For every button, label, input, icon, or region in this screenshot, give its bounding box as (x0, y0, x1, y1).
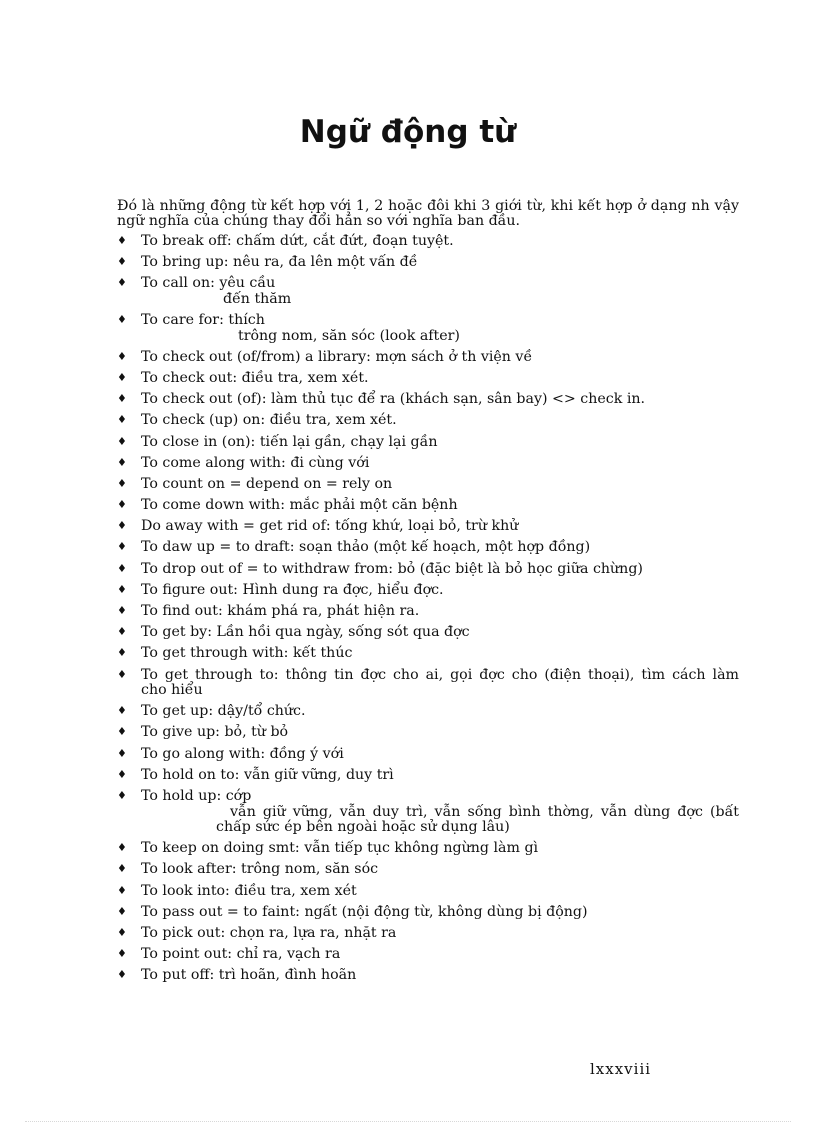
diamond-bullet-icon: ♦ (117, 540, 127, 554)
list-item: ♦ To come along with: đi cùng với (117, 454, 370, 471)
list-item: ♦ To look after: trông nom, săn sóc (117, 861, 379, 878)
diamond-bullet-icon: ♦ (117, 604, 127, 617)
diamond-bullet-icon: ♦ (117, 392, 127, 406)
list-item: ♦ To get up: dậy/tổ chức. (117, 703, 306, 720)
list-item: ♦ To go along with: đồng ý với (117, 745, 344, 762)
diamond-bullet-icon: ♦ (117, 413, 127, 427)
diamond-bullet-icon: ♦ (117, 862, 127, 876)
diamond-bullet-icon: ♦ (117, 255, 127, 269)
list-item: ♦ To pick out: chọn ra, lựa ra, nhặt ra (117, 924, 397, 941)
diamond-bullet-icon: ♦ (117, 646, 127, 660)
list-item: ♦ To keep on doing smt: vẫn tiếp tục không ngừng làm gì (117, 840, 539, 857)
list-item: ♦ To daw up = to draft: soạn thảo (một kế hoạch, một hợp đồng) (117, 539, 591, 556)
diamond-bullet-icon: ♦ (117, 841, 127, 855)
list-item: ♦ To care for: thích trông nom, săn sóc (look after) (117, 313, 739, 344)
list-item: ♦ To look into: điều tra, xem xét (117, 882, 357, 899)
list-item: ♦ To give up: bỏ, từ bỏ (117, 724, 289, 741)
list-item: ♦ To get through to: thông tin đợc cho ai, gọi đợc cho (điện thoại), tìm cách làm cho hiểu (117, 666, 739, 699)
list-item: ♦ To get through with: kết thúc (117, 645, 353, 662)
diamond-bullet-icon: ♦ (117, 234, 127, 247)
diamond-bullet-icon: ♦ (117, 789, 127, 802)
diamond-bullet-icon: ♦ (117, 767, 127, 781)
list-item: ♦ To check (up) on: điều tra, xem xét. (117, 412, 397, 429)
list-item: ♦ To hold on to: vẫn giữ vững, duy trì (117, 766, 394, 783)
list-item: ♦ To find out: khám phá ra, phát hiện ra. (117, 603, 420, 619)
list-item: ♦ To count on = depend on = rely on (117, 475, 393, 492)
list-item: ♦ To point out: chỉ ra, vạch ra (117, 946, 341, 963)
diamond-bullet-icon: ♦ (117, 968, 127, 982)
list-item-subline: trông nom, săn sóc (look after) (238, 327, 460, 344)
diamond-bullet-icon: ♦ (117, 561, 127, 575)
list-item-continuation: cho hiểu (141, 682, 203, 699)
diamond-bullet-icon: ♦ (117, 667, 127, 681)
page-number: lxxxviii (590, 1060, 652, 1078)
list-item: ♦ To call on: yêu cầu đến thăm (117, 276, 739, 307)
diamond-bullet-icon: ♦ (117, 625, 127, 639)
list-item: ♦ To break off: chấm dứt, cắt đứt, đoạn tuyệt. (117, 233, 454, 249)
diamond-bullet-icon: ♦ (117, 455, 127, 469)
diamond-bullet-icon: ♦ (117, 883, 127, 897)
list-item: ♦ To pass out = to faint: ngất (nội động từ, không dùng bị động) (117, 903, 588, 920)
list-item: ♦ To get by: Lần hồi qua ngày, sống sót qua đợc (117, 624, 470, 641)
list-item-subline: đến thăm (223, 290, 292, 307)
diamond-bullet-icon: ♦ (117, 370, 127, 384)
list-item: ♦ To come down with: mắc phải một căn bệnh (117, 497, 458, 514)
footer-divider (25, 1121, 791, 1122)
diamond-bullet-icon: ♦ (117, 947, 127, 961)
diamond-bullet-icon: ♦ (117, 434, 127, 448)
diamond-bullet-icon: ♦ (117, 582, 127, 596)
diamond-bullet-icon: ♦ (117, 746, 127, 760)
list-item: ♦ To drop out of = to withdraw from: bỏ (đặc biệt là bỏ học giữa chừng) (117, 560, 643, 577)
list-item: ♦ To check out (of): làm thủ tục để ra (khách sạn, sân bay) <> check in. (117, 391, 646, 408)
diamond-bullet-icon: ♦ (117, 498, 127, 512)
diamond-bullet-icon: ♦ (117, 276, 127, 290)
diamond-bullet-icon: ♦ (117, 704, 127, 718)
list-item: ♦ To check out: điều tra, xem xét. (117, 369, 369, 386)
diamond-bullet-icon: ♦ (117, 313, 127, 327)
list-item: ♦ To hold up: cớp vẫn giữ vững, vẫn duy trì, vẫn sống bình thờng, vẫn dùng đợc (bất chấp sức ép bên ngoài hoặc sử dụng lâu) (117, 788, 739, 835)
list-item: ♦ To check out (of/from) a library: mợn sách ở th viện về (117, 348, 533, 365)
list-item-subline: chấp sức ép bên ngoài hoặc sử dụng lâu) (216, 819, 510, 835)
diamond-bullet-icon: ♦ (117, 349, 127, 363)
list-item: ♦ To close in (on): tiến lại gần, chạy lại gần (117, 433, 438, 450)
list-item: ♦ Do away with = get rid of: tống khứ, loại bỏ, trừ khử (117, 518, 519, 535)
list-item-subline: vẫn giữ vững, vẫn duy trì, vẫn sống bình thờng, vẫn dùng đợc (bất (230, 803, 739, 820)
diamond-bullet-icon: ♦ (117, 904, 127, 918)
list-item: ♦ To put off: trì hoãn, đình hoãn (117, 967, 357, 984)
phrasal-verb-list (117, 234, 739, 990)
diamond-bullet-icon: ♦ (117, 519, 127, 533)
list-item: ♦ To figure out: Hình dung ra đợc, hiểu đợc. (117, 581, 444, 598)
diamond-bullet-icon: ♦ (117, 725, 127, 739)
diamond-bullet-icon: ♦ (117, 925, 127, 939)
page-title: Ngữ động từ (299, 114, 517, 150)
intro-paragraph: Đó là những động từ kết hợp với 1, 2 hoặc đôi khi 3 giới từ, khi kết hợp ở dạng nh vậy ngữ nghĩa của chúng thay đổi hẳn so với nghĩa ban đầu. (117, 198, 739, 229)
diamond-bullet-icon: ♦ (117, 476, 127, 490)
list-item: ♦ To bring up: nêu ra, đa lên một vấn đề (117, 254, 418, 271)
